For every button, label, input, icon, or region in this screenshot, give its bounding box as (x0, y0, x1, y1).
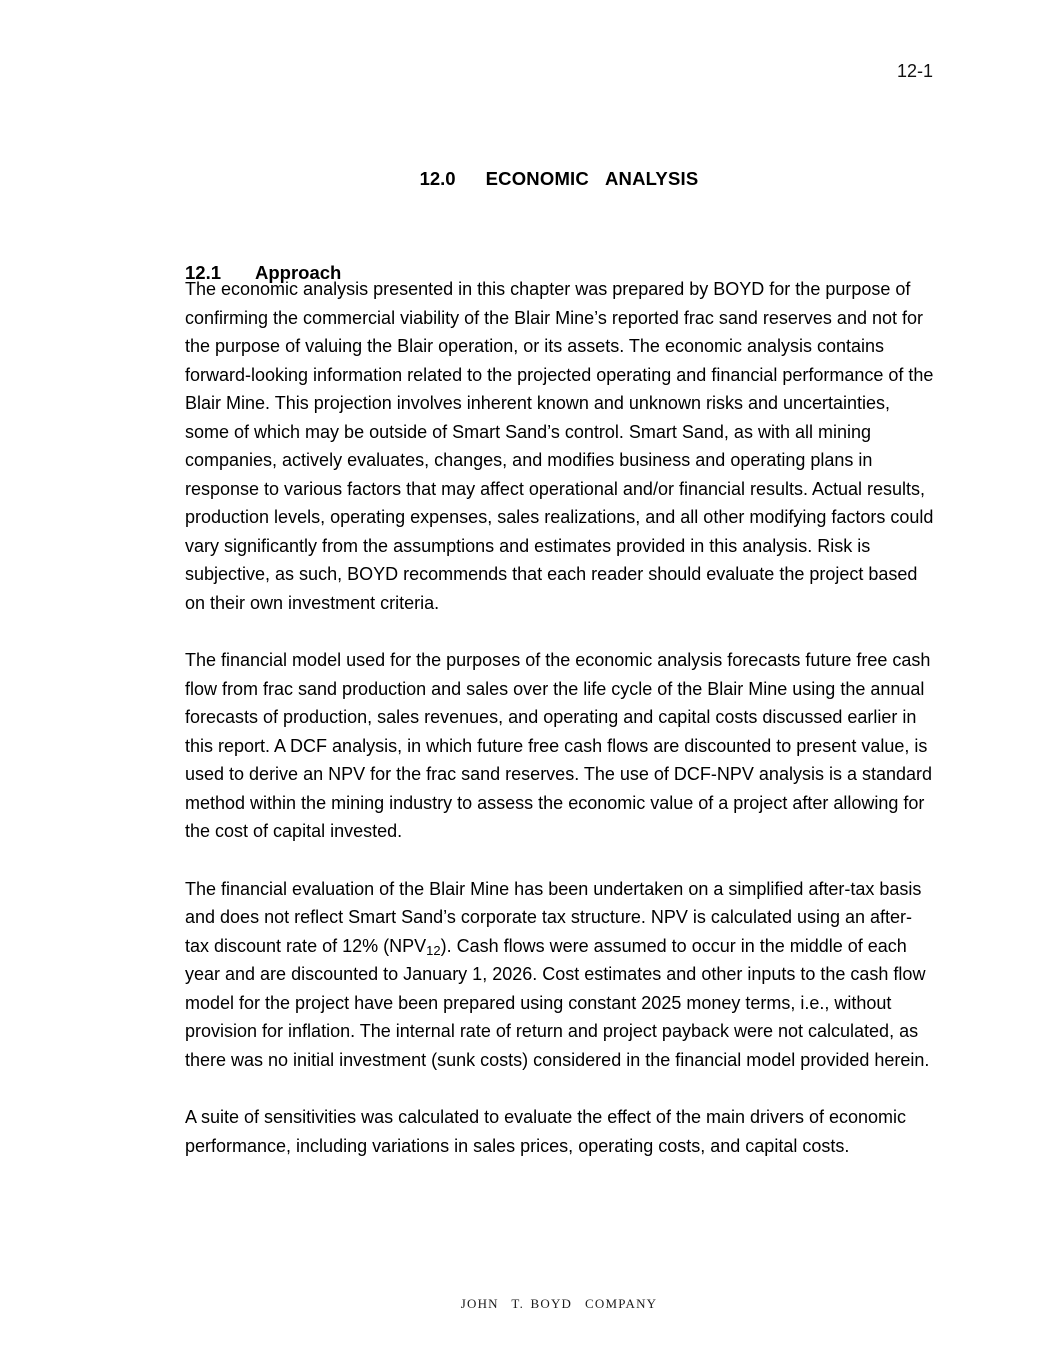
section-title: Approach (255, 262, 342, 284)
page-number: 12-1 (896, 61, 933, 81)
chapter-title: ECONOMIC ANALYSIS (485, 168, 699, 190)
paragraph-financial-evaluation-text-1: The financial evaluation of the Blair Mine has been undertaken on a simplified after-tax basis and does not reflect Smart Sand’s corporate tax structure. NPV is calculated using an after-tax discount rate of 12% (NPV (185, 878, 922, 956)
paragraph-sensitivities: A suite of sensitivities was calculated to evaluate the effect of the main drivers of economic performance, including variations in sales prices, operating costs, and capital costs. (185, 1107, 907, 1156)
section-number: 12.1 (185, 262, 222, 284)
paragraph-approach-overview: The economic analysis presented in this chapter was prepared by BOYD for the purpose of confirming the commercial viability of the Blair Mine’s reported frac sand reserves and not for the purpose of valuing the Blair operation, or its assets. The economic analysis contains forward-looking information related to the projected operating and financial performance of the Blair Mine. This projection involves inherent known and unknown risks and uncertainties, some of which may be outside of Smart Sand’s control. Smart Sand, as with all mining companies, actively evaluates, changes, and modifies business and operating plans in response to various factors that may affect operational and/or financial results. Actual results, production levels, operating expenses, sales realizations, and all other modifying factors could vary significantly from the assumptions and estimates provided in this analysis. Risk is subjective, as such, BOYD recommends that each reader should evaluate the project based on their own investment criteria. (185, 279, 934, 613)
paragraph-financial-evaluation (185, 875, 935, 1075)
paragraph-financial-evaluation-text-2: ). Cash flows were assumed to occur in the middle of each year and are discounted to January 1, 2026. Cost estimates and other inputs to the cash flow model for the project have been prepared using constant 2025 money terms, i.e., without provision for inflation. The internal rate of return and project payback were not calculated, as there was no initial investment (sunk costs) considered in the financial model provided herein. (185, 935, 930, 1070)
npv-discount-rate-subscript: 12 (426, 942, 441, 958)
footer-company-name: JOHN T. BOYD COMPANY (460, 1296, 658, 1311)
body-text (185, 275, 935, 1160)
chapter-number: 12.0 (419, 168, 456, 190)
paragraph-financial-model: The financial model used for the purposes of the economic analysis forecasts future free cash flow from frac sand production and sales over the life cycle of the Blair Mine using the annual forecasts of production, sales revenues, and operating and capital costs discussed earlier in this report. A DCF analysis, in which future free cash flows are discounted to present value, is used to derive an NPV for the frac sand reserves. The use of DCF-NPV analysis is a standard method within the mining industry to assess the economic value of a project after allowing for the cost of capital invested. (185, 650, 933, 841)
chapter-heading (185, 168, 933, 190)
